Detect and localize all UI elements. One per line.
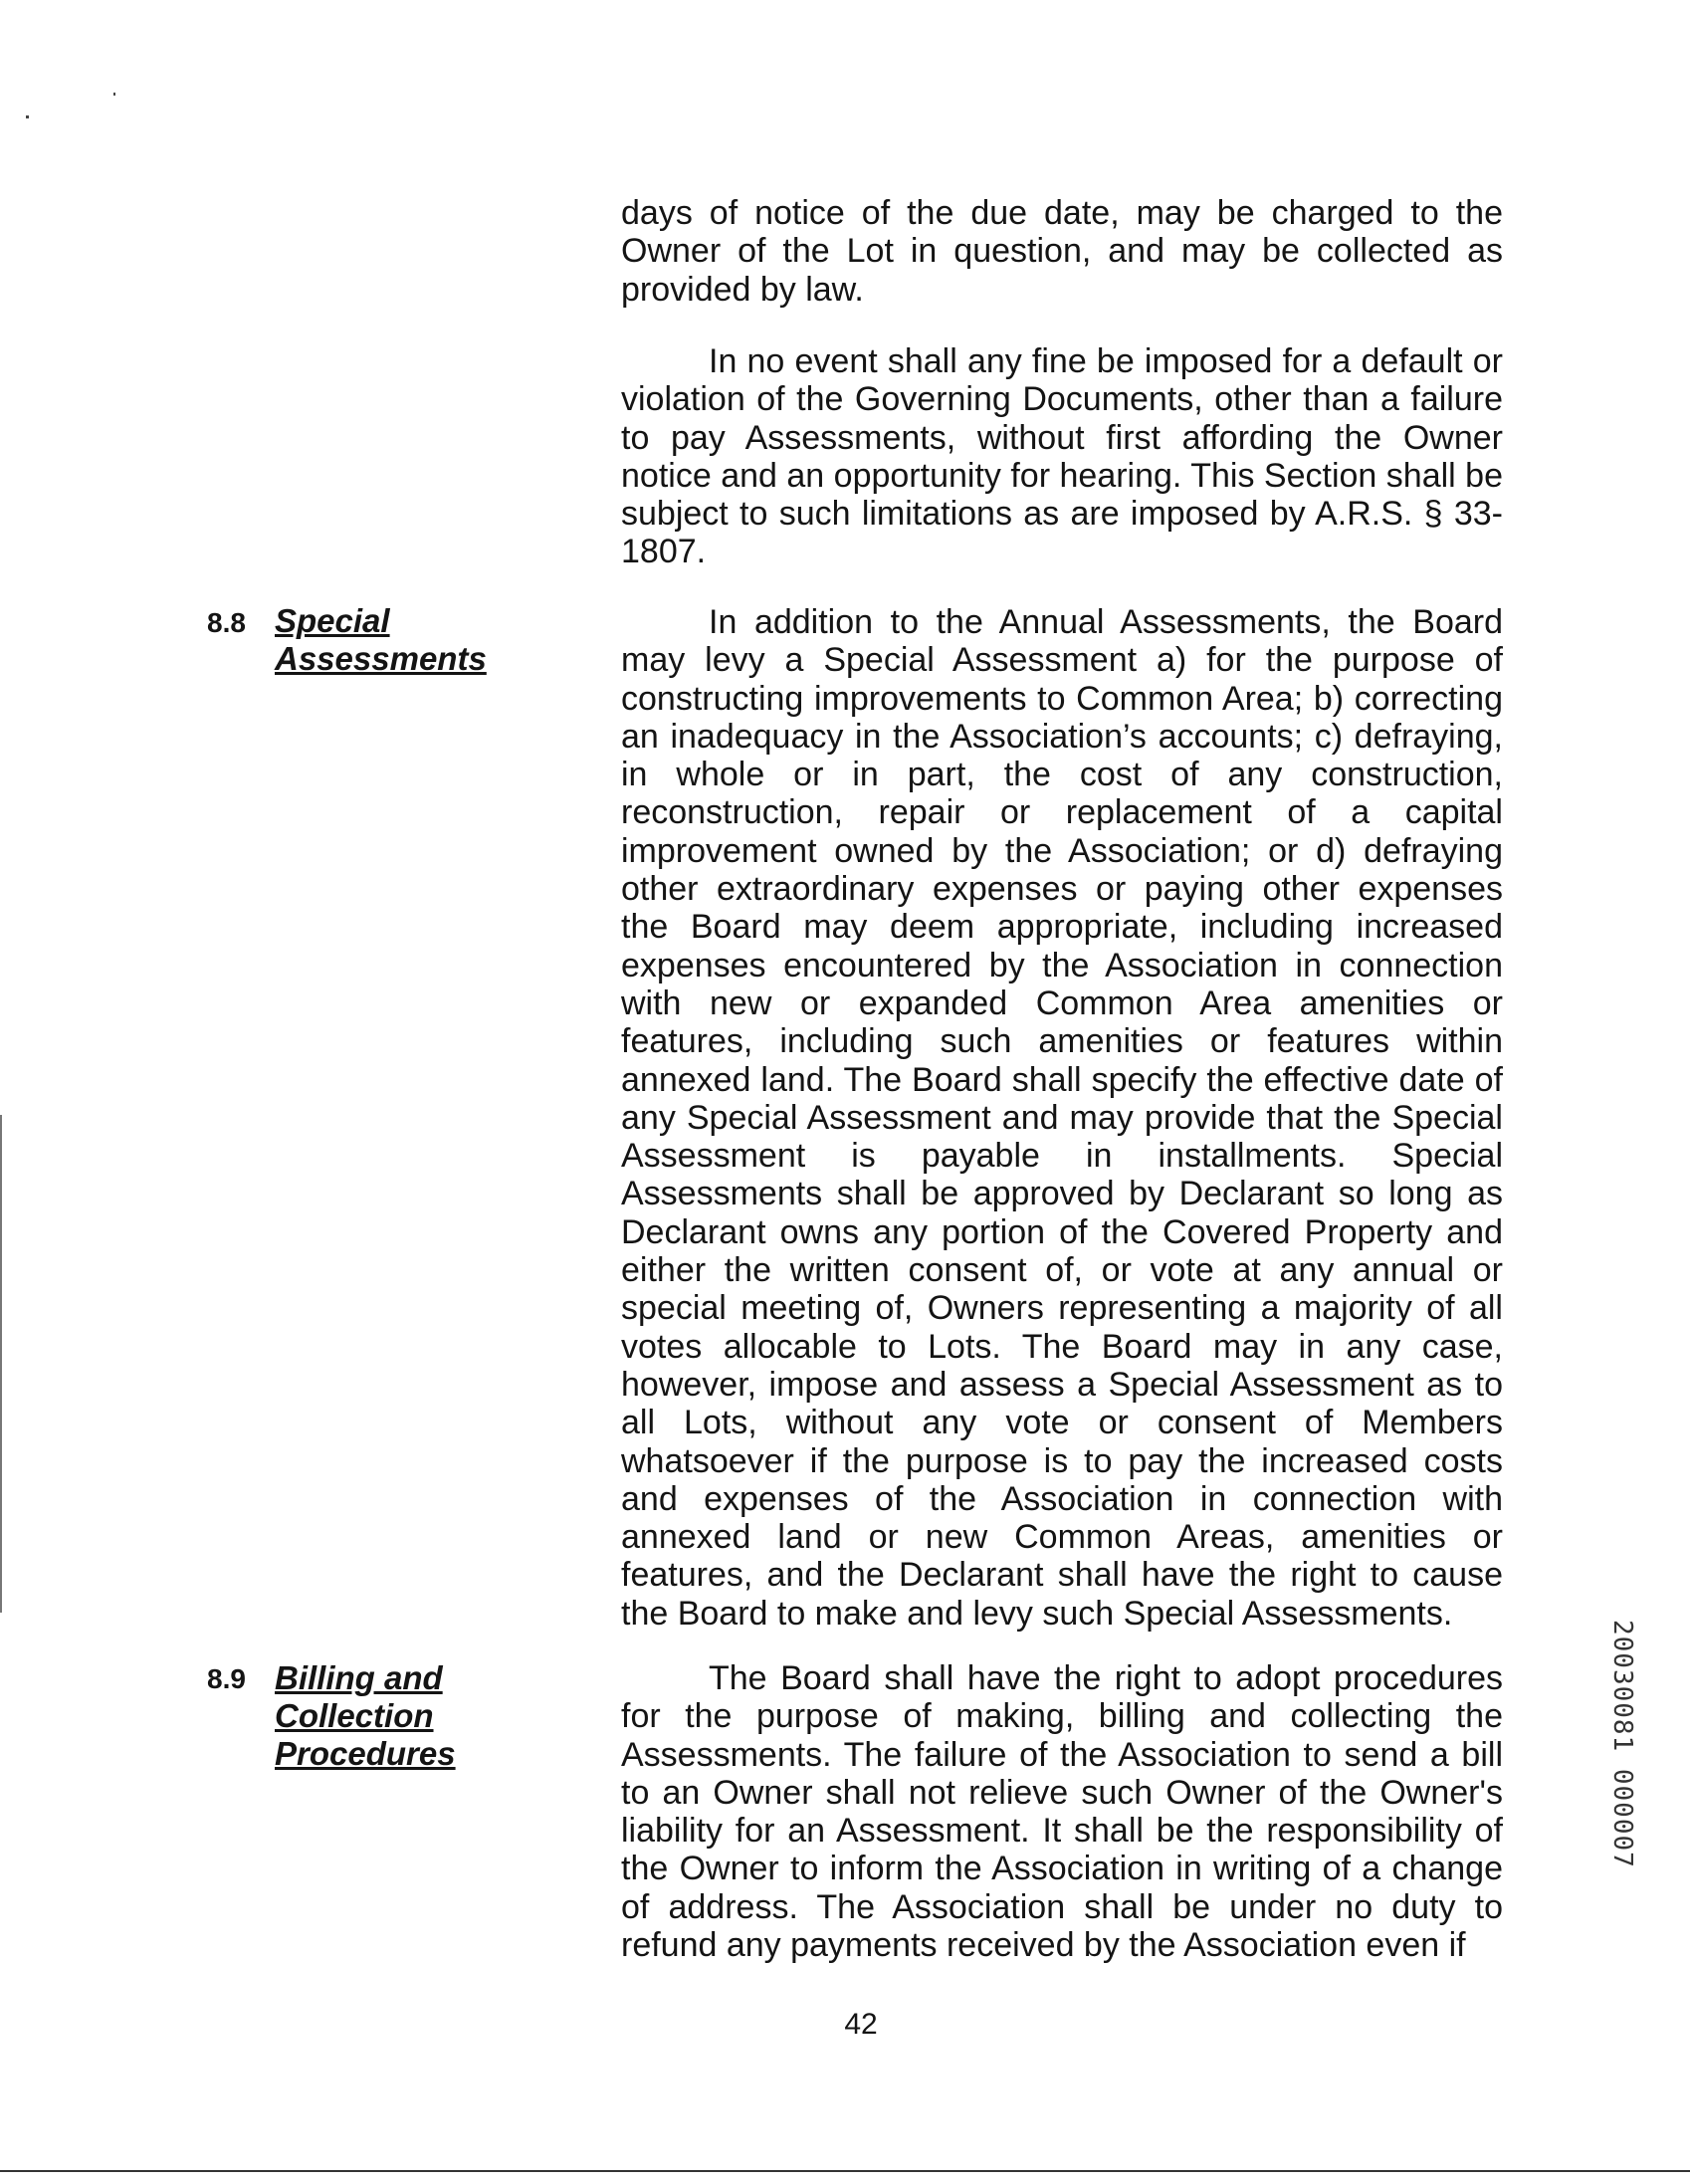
scan-speck (113, 93, 115, 96)
scan-bottom-edge (0, 2170, 1690, 2172)
section-8-9-body: The Board shall have the right to adopt procedures for the purpose of making, billing and collecting the Assessments. The failure of the Association to send a bill to an Owner shall not relieve such Owner of the Owner's liability for an Assessment. It shall be the responsibility of the Owner to inform the Association in writing of a change of address. The Association shall be under no duty to refund any payments received by the Association even if (621, 1659, 1503, 1965)
continuation-paragraph: days of notice of the due date, may be charged to the Owner of the Lot in question, and may be collected as provided by law. (621, 194, 1503, 309)
recording-number-text: 20030081 000007 (1607, 1620, 1637, 1868)
scan-speck (26, 115, 29, 118)
section-8-9-heading-line-3: Procedures (275, 1735, 456, 1772)
section-8-9-heading-line-1: Billing and (275, 1659, 443, 1696)
section-8-9-heading-line-2: Collection (275, 1697, 434, 1734)
section-8-8-body: In addition to the Annual Assessments, the Board may levy a Special Assessment a) for the purpose of constructing improvements to Common Area; b) correcting an inadequacy in the Association’s accounts; c) defraying, in whole or in part, the cost of any construction, reconstruction, repair or replacement of a capital improvement owned by the Association; or d) defraying other extraordinary expenses or paying other expenses the Board may deem appropriate, including increased expenses encountered by the Association in connection with new or expanded Common Area amenities or features, including such amenities or features within annexed land. The Board shall specify the effective date of any Special Assessment and may provide that the Special Assessment is payable in installments. Special Assessments shall be approved by Declarant so long as Declarant owns any portion of the Covered Property and either the written consent of, or vote at any annual or special meeting of, Owners representing a majority of all votes allocable to Lots. The Board may in any case, however, impose and assess a Special Assessment as to all Lots, without any vote or consent of Members whatsoever if the purpose is to pay the increased costs and expenses of the Association in connection with annexed land or new Common Areas, amenities or features, and the Declarant shall have the right to cause the Board to make and levy such Special Assessments. (621, 603, 1503, 1633)
section-8-8-heading (275, 602, 487, 678)
scan-edge-line (0, 1115, 2, 1613)
section-8-9-number: 8.9 (207, 1663, 246, 1694)
fine-paragraph: In no event shall any fine be imposed for a default or violation of the Governing Documents, other than a failure to pay Assessments, without first affording the Owner notice and an opportunity for hearing. This Section shall be subject to such limitations as are imposed by A.R.S. § 33-1807. (621, 342, 1503, 571)
section-8-8-heading-line-2: Assessments (275, 640, 487, 677)
section-8-8-number: 8.8 (207, 607, 246, 638)
section-8-8-heading-line-1: Special (275, 602, 390, 639)
section-8-9-heading (275, 1659, 456, 1773)
page-number: 42 (844, 2008, 878, 2041)
recording-number-stamp (1607, 1620, 1657, 1888)
